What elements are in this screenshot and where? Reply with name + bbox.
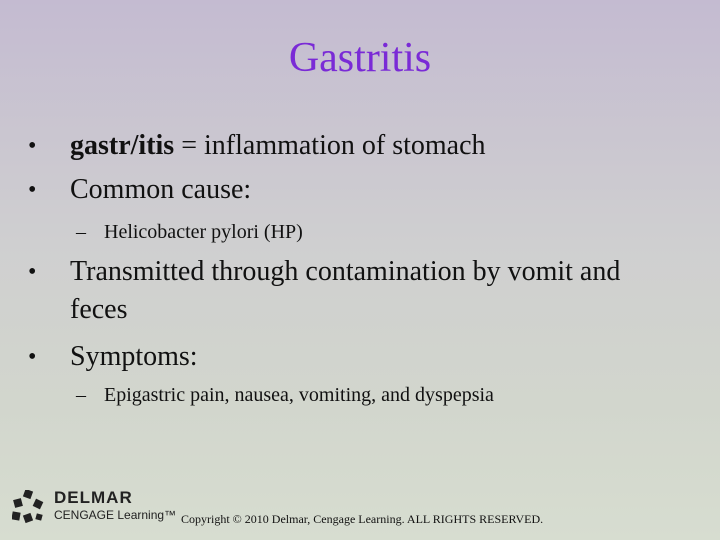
bullet-text: Symptoms: [70,341,198,372]
bullet-transmission [28,253,660,329]
sub-dash: – [76,221,86,243]
logo-delmar-text: DELMAR [54,488,133,507]
logo-cengage-text: CENGAGE Learning™ [54,508,177,522]
bullet-dot: • [28,344,37,370]
logo-mark-icon [12,490,46,526]
delmar-cengage-logo [12,488,187,528]
bullet-dot: • [28,177,37,203]
slide-title: Gastritis [288,35,432,81]
copyright-notice: Copyright © 2010 Delmar, Cengage Learning. ALL RIGHTS RESERVED. [181,512,544,526]
subbullet-symptoms [76,382,494,408]
bullet-symptoms [28,338,670,376]
bullet-text: Transmitted through contamination by vomit and feces [70,256,621,325]
bullet-common-cause [28,171,670,209]
subbullet-hp [76,219,303,245]
term-gastritis: gastr/itis [70,130,175,161]
bullet-text: Common cause: [70,174,252,205]
definition-text: = inflammation of stomach [174,130,486,161]
sub-dash: – [76,384,86,406]
bullet-dot: • [28,259,37,285]
bullet-gastritis-definition [28,127,670,165]
subbullet-text: Helicobacter pylori (HP) [104,221,303,243]
bullet-dot: • [28,133,37,159]
subbullet-text: Epigastric pain, nausea, vomiting, and dyspepsia [104,384,494,406]
